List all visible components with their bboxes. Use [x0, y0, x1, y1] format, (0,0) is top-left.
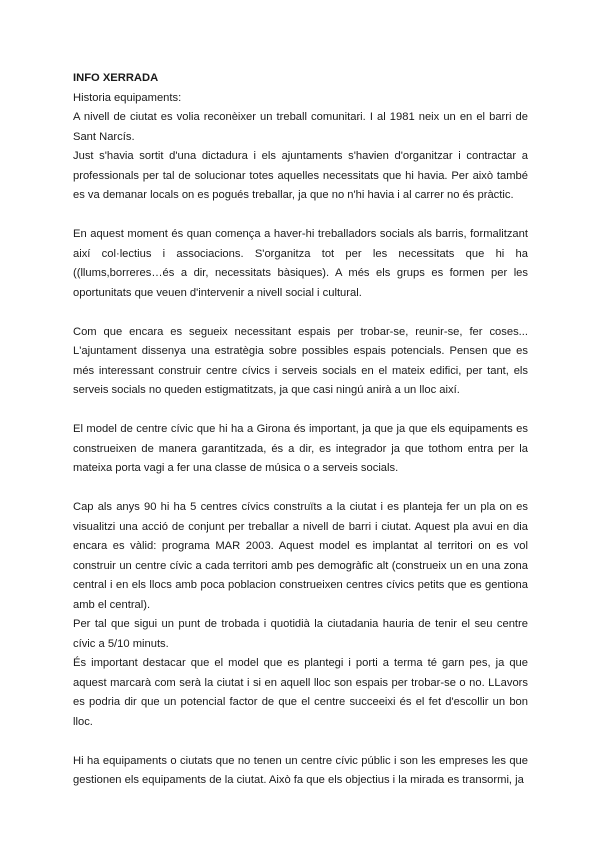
- paragraph-punt-trobada: Per tal que sigui un punt de trobada i quotidià la ciutadania hauria de tenir el seu centre cívic a 5/10 minuts.: [73, 618, 528, 650]
- paragraph-treballadors-socials: En aquest moment és quan comença a haver-hi treballadors socials als barris, formalitzant així col·lectius i associacions. S'organitza tot per les necessitats que hi ha ((llums,borreres…és a dir, necessitats bàsiques). A més els grups es formen per les oportunitats que veuen d'intervenir a nivell social i cultural.: [73, 228, 528, 299]
- document-title: INFO XERRADA: [73, 72, 159, 84]
- paragraph-estrategia: Com que encara es segueix necessitant espais per trobar-se, reunir-se, fer coses... L'ajuntament dissenya una estratègia sobre possibles espais potencials. Pensen que es més interessant construir centre cívics i serveis socials en el mateix edifici, per tant, els serveis socials no queden estigmatitzats, ja que casi ningú anirà a un lloc així.: [73, 325, 528, 396]
- paragraph-spacer: [73, 401, 528, 421]
- paragraph-empreses: Hi ha equipaments o ciutats que no tenen un centre cívic públic i son les empreses les que gestionen els equipaments de la ciutat. Això fa que els objectius i la mirada es transormi, ja: [73, 754, 528, 786]
- paragraph-spacer: [73, 479, 528, 499]
- paragraph-spacer: [73, 303, 528, 323]
- document-page: [73, 69, 528, 791]
- paragraph-model-important: És important destacar que el model que es plantegi i porti a terma té garn pes, ja que aquest marcarà com serà la ciutat i si en aquell lloc son espais per trobar-se o no. LLavors es podria dir que un potencial factor de que el centre succeeixi és el fet d'escollir un bon lloc.: [73, 657, 528, 728]
- document-subtitle: Historia equipaments:: [73, 91, 182, 104]
- paragraph-spacer: [73, 732, 528, 752]
- paragraph-spacer: [73, 206, 528, 226]
- paragraph-anys-90: Cap als anys 90 hi ha 5 centres cívics construïts a la ciutat i es planteja fer un pla on es visualitzi una acció de conjunt per treballar a nivell de barri i ciutat. Aquest pla avui en dia encara es vàlid: programa MAR 2003. Aquest model es implantat al territori on es vol construir un centre cívic a cada territori amb pes demogràfic alt (construeix un en una zona central i en els llocs amb poca poblacion construeixen centres cívics petits que es gentiona amb el central).: [73, 501, 528, 611]
- paragraph-model-girona: El model de centre cívic que hi ha a Girona és important, ja que ja que els equipaments es construeixen de manera garantitzada, és a dir, es integrador ja que tothom entra per la mateixa porta vagi a fer una classe de música o a serveis socials.: [73, 423, 528, 474]
- paragraph-sant-narcis: A nivell de ciutat es volia reconèixer un treball comunitari. I al 1981 neix un en el barri de Sant Narcís.: [73, 111, 528, 143]
- paragraph-dictadura: Just s'havia sortit d'una dictadura i els ajuntaments s'havien d'organitzar i contractar a professionals per tal de solucionar totes aquelles necessitats que hi havia. Per això també es va demanar locals on es pogués treballar, ja que no n'hi havia i al carrer no és pràctic.: [73, 150, 528, 201]
